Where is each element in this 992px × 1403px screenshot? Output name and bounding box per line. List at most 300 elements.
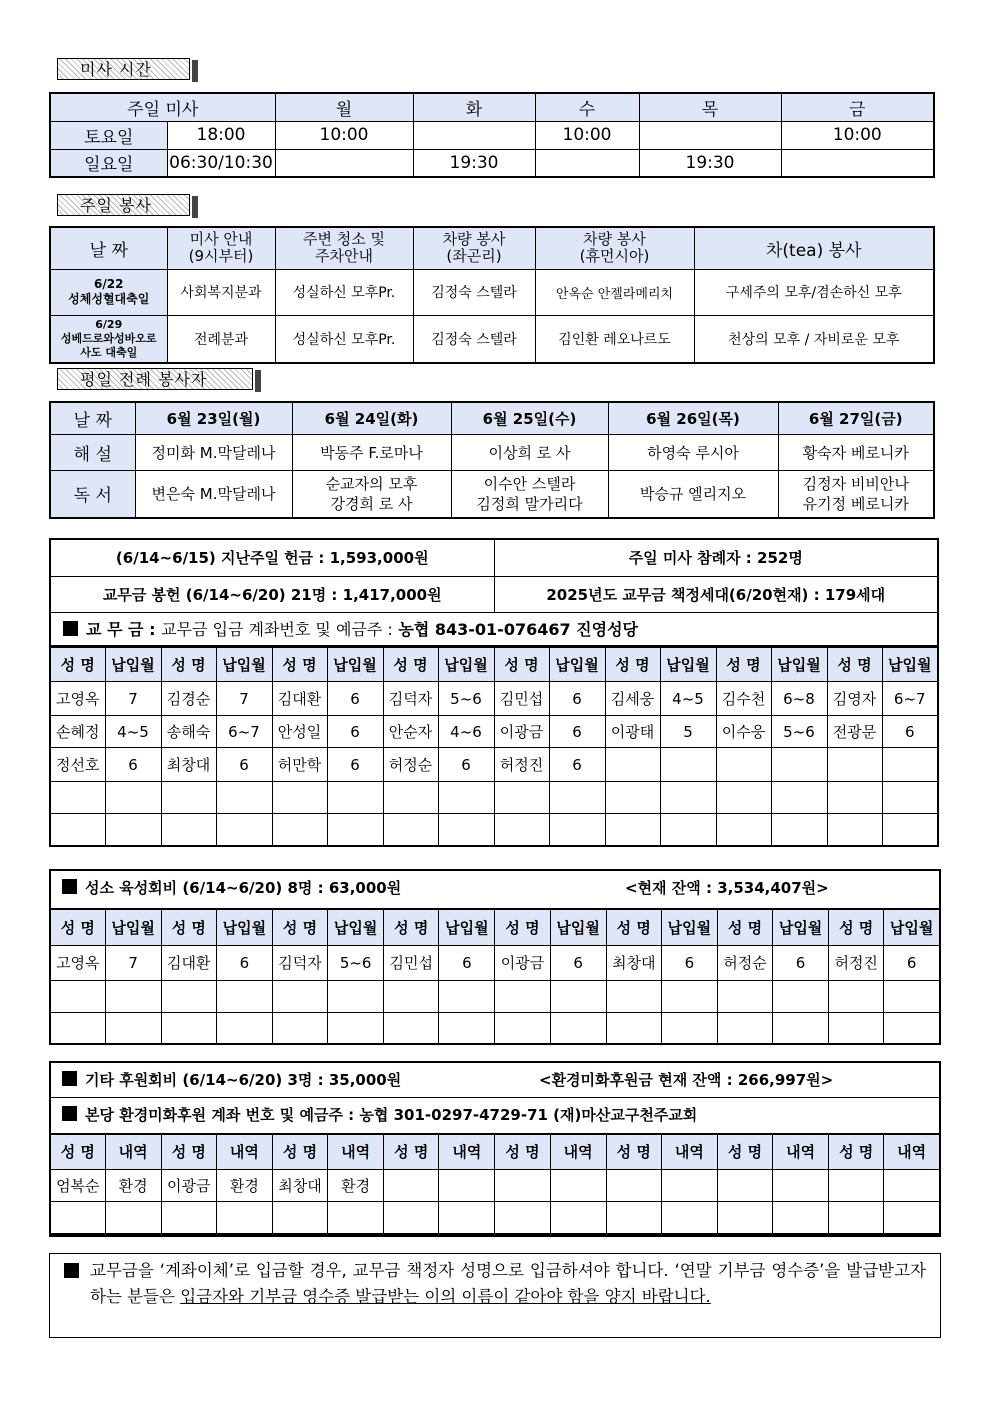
last-week-offering: (6/14~6/15) 지난주일 헌금 : 1,593,000원 <box>50 539 494 576</box>
header-cell: 납입월 <box>550 909 606 945</box>
header-cell: 6월 24일(화) <box>292 402 451 434</box>
header-cell: 6월 23일(월) <box>135 402 292 434</box>
name-cell <box>50 980 105 1012</box>
value-cell <box>549 814 605 846</box>
name-cell <box>494 782 549 814</box>
cell <box>781 149 934 177</box>
header-cell: 목 <box>639 93 781 121</box>
value-cell: 6 <box>549 748 605 782</box>
name-cell: 김세웅 <box>605 682 660 716</box>
notice-text <box>64 1258 926 1310</box>
name-cell: 최창대 <box>161 748 216 782</box>
value-cell: 환경 <box>105 1169 161 1201</box>
sunday-service-label: 주일 봉사 <box>57 194 190 216</box>
value-cell <box>439 980 495 1012</box>
row-label: 6/29 성베드로와성바오로 사도 대축일 <box>50 315 167 363</box>
table-row <box>50 682 938 716</box>
name-cell <box>606 1012 661 1044</box>
header-cell: 성 명 <box>605 648 660 682</box>
name-cell: 김덕자 <box>383 682 438 716</box>
name-cell: 허만학 <box>272 748 327 782</box>
header-cell: 납입월 <box>882 648 938 682</box>
value-cell <box>105 814 161 846</box>
square-bullet-icon <box>62 879 77 894</box>
value-cell: 4~5 <box>105 716 161 748</box>
cell <box>535 149 639 177</box>
square-bullet-icon <box>62 1106 77 1121</box>
value-cell <box>438 782 494 814</box>
header-cell: 6월 25일(수) <box>451 402 608 434</box>
header-cell: 6월 26일(목) <box>608 402 778 434</box>
value-cell: 6 <box>661 945 717 980</box>
name-cell <box>606 980 661 1012</box>
name-cell <box>495 980 550 1012</box>
weekday-liturgy-header <box>50 402 934 434</box>
name-cell: 김경순 <box>161 682 216 716</box>
cell: 정미화 M.막달레나 <box>135 434 292 470</box>
header-cell: 성 명 <box>717 909 772 945</box>
name-cell <box>494 814 549 846</box>
header-cell: 납입월 <box>439 909 495 945</box>
sanctuary-header <box>50 909 940 945</box>
other-fund-account: 본당 환경미화후원 계좌 번호 및 예금주 : 농협 301-0297-4729-71 (재)마산교구천주교회 <box>85 1106 698 1124</box>
name-cell: 엄복순 <box>50 1169 105 1201</box>
value-cell <box>105 1012 161 1044</box>
name-cell: 고영옥 <box>50 682 105 716</box>
cell: 김인환 레오나르도 <box>535 315 694 363</box>
value-cell: 6 <box>327 748 383 782</box>
header-cell: 성 명 <box>606 1134 661 1169</box>
row-label: 해 설 <box>50 434 135 470</box>
value-cell <box>771 748 827 782</box>
value-cell: 6 <box>439 945 495 980</box>
header-cell: 내역 <box>550 1134 606 1169</box>
cell: 이수안 스텔라 김정희 말가리다 <box>451 470 608 518</box>
name-cell: 고영옥 <box>50 945 105 980</box>
value-cell: 5~6 <box>328 945 384 980</box>
other-fund-table <box>49 1133 941 1235</box>
name-cell <box>829 1201 884 1234</box>
value-cell <box>216 814 272 846</box>
table-row <box>50 434 934 470</box>
value-cell: 5~6 <box>771 716 827 748</box>
header-cell: 성 명 <box>717 1134 772 1169</box>
value-cell <box>216 1012 272 1044</box>
header-cell: 성 명 <box>272 648 327 682</box>
table-row <box>50 269 934 315</box>
value-cell: 6 <box>549 716 605 748</box>
name-cell <box>829 980 884 1012</box>
header-cell: 성 명 <box>495 1134 550 1169</box>
table-row <box>50 121 934 149</box>
row-label: 6/22 성체성혈대축일 <box>50 269 167 315</box>
table-row <box>50 1201 940 1234</box>
cell: 전례분과 <box>167 315 275 363</box>
name-cell: 이광금 <box>494 716 549 748</box>
name-cell <box>383 782 438 814</box>
cell: 이상희 로 사 <box>451 434 608 470</box>
value-cell: 6 <box>884 945 940 980</box>
table-row <box>50 1012 940 1044</box>
attendance-count: 주일 미사 참례자 : 252명 <box>494 539 938 576</box>
header-cell: 내역 <box>105 1134 161 1169</box>
name-cell <box>384 1201 439 1234</box>
name-cell <box>717 1169 772 1201</box>
notice-text-plain: 교무금을 ‘계좌이체’로 입금할 경우, 교무금 책정자 성명으로 입금하셔야 합니다. ‘연말 기부금 영수증’을 발급받고자 하는 분들은 <box>90 1261 926 1306</box>
value-cell: 환경 <box>328 1169 384 1201</box>
value-cell: 6 <box>216 748 272 782</box>
value-cell <box>105 1201 161 1234</box>
name-cell: 허정순 <box>717 945 772 980</box>
value-cell: 6 <box>105 748 161 782</box>
name-cell <box>495 1201 550 1234</box>
sunday-service-header <box>50 227 934 269</box>
value-cell <box>771 814 827 846</box>
header-cell: 납입월 <box>771 648 827 682</box>
name-cell: 김영자 <box>827 682 882 716</box>
name-cell <box>605 748 660 782</box>
header-cell: 성 명 <box>384 1134 439 1169</box>
value-cell <box>216 1201 272 1234</box>
weekday-liturgy-table <box>49 401 935 519</box>
account-text: 교무금 입금 계좌번호 및 예금주 : <box>161 620 393 640</box>
header-cell: 납입월 <box>661 909 717 945</box>
cell: 06:30/10:30 <box>167 149 275 177</box>
cell: 박승규 엘리지오 <box>608 470 778 518</box>
value-cell <box>884 1169 940 1201</box>
header-cell: 성 명 <box>384 909 439 945</box>
dues-payment-table <box>49 647 939 847</box>
cell: 18:00 <box>167 121 275 149</box>
cell: 김정숙 스텔라 <box>413 315 535 363</box>
cell: 김정숙 스텔라 <box>413 269 535 315</box>
header-cell: 성 명 <box>829 1134 884 1169</box>
cell: 천상의 모후 / 자비로운 모후 <box>694 315 934 363</box>
value-cell: 6~7 <box>882 682 938 716</box>
name-cell <box>717 1012 772 1044</box>
value-cell <box>550 1201 606 1234</box>
header-cell: 납입월 <box>327 648 383 682</box>
name-cell <box>50 782 105 814</box>
sanctuary-fund-title: 성소 육성회비 (6/14~6/20) 8명 : 63,000원 <box>85 879 402 897</box>
cell: 구세주의 모후/겸손하신 모후 <box>694 269 934 315</box>
name-cell <box>384 1012 439 1044</box>
value-cell <box>661 1201 717 1234</box>
other-fund-balance: <환경미화후원금 현재 잔액 : 266,997원> <box>539 1071 834 1089</box>
cell: 10:00 <box>535 121 639 149</box>
name-cell: 허정진 <box>494 748 549 782</box>
header-cell: 주변 청소 및 주차안내 <box>275 227 413 269</box>
name-cell <box>272 1012 327 1044</box>
header-cell: 내역 <box>661 1134 717 1169</box>
value-cell: 6 <box>327 682 383 716</box>
value-cell <box>660 748 716 782</box>
name-cell: 이광금 <box>161 1169 216 1201</box>
value-cell <box>439 1012 495 1044</box>
value-cell <box>328 1201 384 1234</box>
name-cell <box>829 1169 884 1201</box>
row-label: 독 서 <box>50 470 135 518</box>
value-cell <box>549 782 605 814</box>
name-cell: 전광문 <box>827 716 882 748</box>
name-cell: 최창대 <box>606 945 661 980</box>
header-cell: 차량 봉사 (휴먼시아) <box>535 227 694 269</box>
value-cell <box>328 1012 384 1044</box>
value-cell <box>773 980 829 1012</box>
header-cell: 주일 미사 <box>50 93 275 121</box>
value-cell: 6 <box>882 716 938 748</box>
name-cell <box>606 1169 661 1201</box>
header-cell: 납입월 <box>105 648 161 682</box>
name-cell <box>605 814 660 846</box>
header-cell: 날 짜 <box>50 227 167 269</box>
name-cell <box>716 782 771 814</box>
name-cell <box>161 1012 216 1044</box>
header-cell: 내역 <box>216 1134 272 1169</box>
value-cell: 6 <box>327 716 383 748</box>
value-cell <box>661 1012 717 1044</box>
header-cell: 납입월 <box>549 648 605 682</box>
value-cell <box>550 980 606 1012</box>
header-cell: 금 <box>781 93 934 121</box>
name-cell <box>272 980 327 1012</box>
mass-times-header <box>50 93 934 121</box>
name-cell: 송해숙 <box>161 716 216 748</box>
header-cell: 납입월 <box>773 909 829 945</box>
value-cell: 6~8 <box>771 682 827 716</box>
value-cell <box>439 1169 495 1201</box>
header-cell: 납입월 <box>328 909 384 945</box>
header-cell: 납입월 <box>438 648 494 682</box>
header-cell: 차량 봉사 (좌곤리) <box>413 227 535 269</box>
header-cell: 성 명 <box>272 1134 327 1169</box>
name-cell <box>717 980 772 1012</box>
square-bullet-icon <box>64 1263 79 1278</box>
name-cell: 이광금 <box>495 945 550 980</box>
cell <box>413 121 535 149</box>
mass-times-label: 미사 시간 <box>57 58 190 80</box>
header-cell: 6월 27일(금) <box>778 402 934 434</box>
name-cell: 허정진 <box>829 945 884 980</box>
square-bullet-icon <box>62 1071 77 1086</box>
name-cell <box>605 782 660 814</box>
name-cell <box>161 782 216 814</box>
value-cell <box>882 748 938 782</box>
cell: 안옥순 안젤라메리치 <box>535 269 694 315</box>
table-row <box>50 748 938 782</box>
cell: 성실하신 모후Pr. <box>275 315 413 363</box>
table-row <box>50 716 938 748</box>
value-cell <box>660 782 716 814</box>
value-cell: 6 <box>216 945 272 980</box>
name-cell <box>495 1169 550 1201</box>
dues-account-line <box>50 612 938 646</box>
value-cell <box>327 814 383 846</box>
account-prefix: 교 무 금 : <box>86 620 156 640</box>
value-cell: 7 <box>105 682 161 716</box>
name-cell <box>495 1012 550 1044</box>
cell: 하영숙 루시아 <box>608 434 778 470</box>
value-cell <box>439 1201 495 1234</box>
row-label: 일요일 <box>50 149 167 177</box>
value-cell: 5~6 <box>438 682 494 716</box>
header-cell: 납입월 <box>660 648 716 682</box>
cell: 19:30 <box>639 149 781 177</box>
value-cell <box>773 1012 829 1044</box>
header-cell: 성 명 <box>50 1134 105 1169</box>
dues-offered: 교무금 봉헌 (6/14~6/20) 21명 : 1,417,000원 <box>50 576 494 612</box>
value-cell: 6 <box>438 748 494 782</box>
header-cell: 내역 <box>884 1134 940 1169</box>
value-cell <box>773 1201 829 1234</box>
cell: 김정자 비비안나 유기정 베로니카 <box>778 470 934 518</box>
name-cell <box>383 814 438 846</box>
cell: 황숙자 베로니카 <box>778 434 934 470</box>
value-cell: 6 <box>550 945 606 980</box>
name-cell: 김민섭 <box>384 945 439 980</box>
value-cell <box>884 1012 940 1044</box>
other-fund-title-line <box>62 1067 932 1093</box>
value-cell <box>882 814 938 846</box>
name-cell <box>50 814 105 846</box>
account-number: 농협 843-01-076467 진영성당 <box>398 620 639 640</box>
name-cell <box>161 980 216 1012</box>
other-fund-title: 기타 후원회비 (6/14~6/20) 3명 : 35,000원 <box>85 1071 402 1089</box>
value-cell <box>884 1201 940 1234</box>
value-cell <box>216 782 272 814</box>
name-cell: 김대환 <box>161 945 216 980</box>
cell: 순교자의 모후 강경희 로 사 <box>292 470 451 518</box>
header-cell: 성 명 <box>716 648 771 682</box>
name-cell: 김대환 <box>272 682 327 716</box>
name-cell <box>827 748 882 782</box>
name-cell <box>272 814 327 846</box>
value-cell <box>773 1169 829 1201</box>
table-row <box>50 1169 940 1201</box>
value-cell: 7 <box>105 945 161 980</box>
table-row <box>50 782 938 814</box>
header-cell: 성 명 <box>383 648 438 682</box>
value-cell: 5 <box>660 716 716 748</box>
value-cell: 6 <box>549 682 605 716</box>
value-cell <box>661 1169 717 1201</box>
value-cell <box>328 980 384 1012</box>
name-cell <box>827 814 882 846</box>
name-cell <box>272 1201 327 1234</box>
value-cell <box>105 980 161 1012</box>
header-cell: 납입월 <box>884 909 940 945</box>
cell: 10:00 <box>275 121 413 149</box>
cell: 변은숙 M.막달레나 <box>135 470 292 518</box>
name-cell: 허정순 <box>383 748 438 782</box>
dues-header <box>50 648 938 682</box>
header-cell: 내역 <box>439 1134 495 1169</box>
header-cell: 성 명 <box>495 909 550 945</box>
name-cell <box>829 1012 884 1044</box>
header-cell: 납입월 <box>216 909 272 945</box>
other-fund-account-line <box>49 1097 941 1133</box>
cell: 10:00 <box>781 121 934 149</box>
value-cell: 7 <box>216 682 272 716</box>
cell: 박동주 F.로마나 <box>292 434 451 470</box>
header-cell: 차(tea) 봉사 <box>694 227 934 269</box>
table-row <box>50 980 940 1012</box>
header-cell: 성 명 <box>161 1134 216 1169</box>
name-cell: 손혜정 <box>50 716 105 748</box>
header-cell: 미사 안내 (9시부터) <box>167 227 275 269</box>
header-cell: 내역 <box>773 1134 829 1169</box>
header-cell: 화 <box>413 93 535 121</box>
header-cell: 성 명 <box>161 909 216 945</box>
value-cell: 환경 <box>216 1169 272 1201</box>
header-cell: 월 <box>275 93 413 121</box>
value-cell <box>882 782 938 814</box>
header-cell: 성 명 <box>50 909 105 945</box>
row-label: 토요일 <box>50 121 167 149</box>
value-cell: 6~7 <box>216 716 272 748</box>
mass-times-table <box>49 92 935 178</box>
cell: 성실하신 모후Pr. <box>275 269 413 315</box>
cell <box>639 121 781 149</box>
name-cell: 이수웅 <box>716 716 771 748</box>
value-cell: 6 <box>773 945 829 980</box>
header-cell: 성 명 <box>50 648 105 682</box>
name-cell: 김민섭 <box>494 682 549 716</box>
sanctuary-fund-balance: <현재 잔액 : 3,534,407원> <box>625 879 829 897</box>
table-row <box>50 814 938 846</box>
header-cell: 성 명 <box>827 648 882 682</box>
name-cell <box>717 1201 772 1234</box>
name-cell <box>161 814 216 846</box>
name-cell <box>50 1012 105 1044</box>
name-cell: 안성일 <box>272 716 327 748</box>
other-header <box>50 1134 940 1169</box>
notice-text-underlined: 입금자와 기부금 영수증 발급받는 이의 이름이 같아야 함을 양지 바랍니다. <box>180 1287 711 1306</box>
name-cell <box>716 814 771 846</box>
value-cell <box>550 1012 606 1044</box>
name-cell <box>161 1201 216 1234</box>
value-cell <box>327 782 383 814</box>
offering-summary <box>49 538 939 647</box>
sunday-service-table <box>49 226 935 364</box>
header-cell: 성 명 <box>272 909 327 945</box>
name-cell: 정선호 <box>50 748 105 782</box>
value-cell <box>884 980 940 1012</box>
header-cell: 성 명 <box>829 909 884 945</box>
name-cell <box>50 1201 105 1234</box>
dues-households: 2025년도 교무금 책정세대(6/20현재) : 179세대 <box>494 576 938 612</box>
sanctuary-fund-table <box>49 908 941 1045</box>
value-cell <box>105 782 161 814</box>
value-cell <box>216 980 272 1012</box>
table-row <box>50 470 934 518</box>
header-cell: 날 짜 <box>50 402 135 434</box>
header-cell: 납입월 <box>216 648 272 682</box>
name-cell: 김덕자 <box>272 945 327 980</box>
value-cell <box>550 1169 606 1201</box>
name-cell <box>606 1201 661 1234</box>
name-cell <box>827 782 882 814</box>
cell: 19:30 <box>413 149 535 177</box>
name-cell <box>384 980 439 1012</box>
name-cell <box>716 748 771 782</box>
table-row <box>50 315 934 363</box>
cell <box>275 149 413 177</box>
value-cell <box>771 782 827 814</box>
header-cell: 성 명 <box>606 909 661 945</box>
square-bullet-icon <box>63 621 78 636</box>
header-cell: 성 명 <box>494 648 549 682</box>
